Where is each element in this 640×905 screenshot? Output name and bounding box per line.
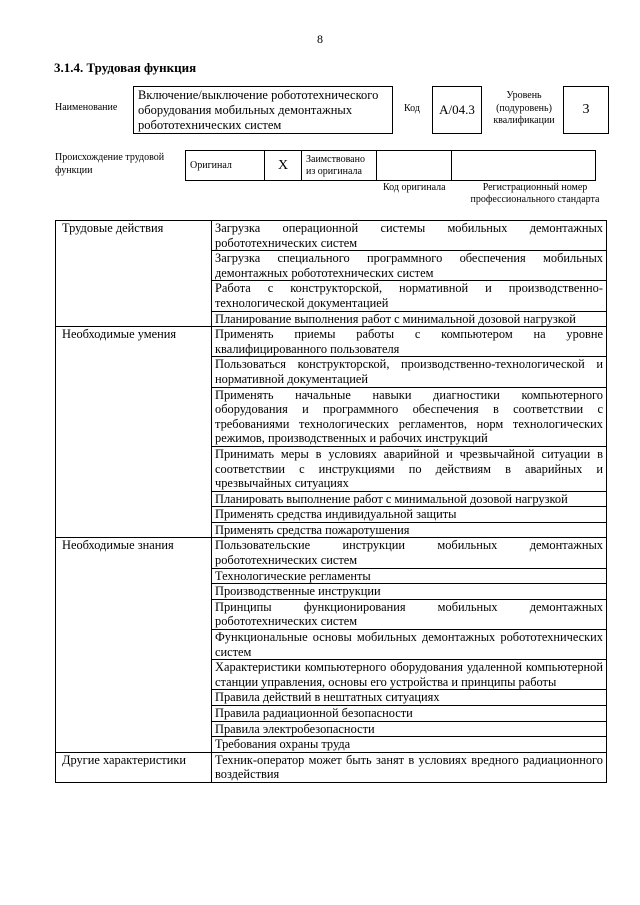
- item-cell: Технологические регламенты: [212, 568, 607, 584]
- table-row: [56, 221, 607, 251]
- item-cell: Применять средства индивидуальной защиты: [212, 507, 607, 523]
- origin-label: Происхождение трудовой функции: [55, 152, 165, 176]
- function-name-box: [133, 86, 393, 134]
- item-cell: Правила действий в нештатных ситуациях: [212, 690, 607, 706]
- code-label: Код: [404, 103, 420, 114]
- item-cell: Загрузка операционной системы мобильных демонтажных робототехнических систем: [212, 221, 607, 251]
- function-table: [55, 220, 607, 783]
- code-value: A/04.3: [439, 102, 475, 117]
- level-value: 3: [582, 102, 590, 117]
- table-row: [56, 327, 607, 357]
- item-cell: Планирование выполнения работ с минимальной дозовой нагрузкой: [212, 311, 607, 327]
- category-cell: Необходимые умения: [56, 327, 212, 538]
- function-name: Включение/выключение робототехнического оборудования мобильных демонтажных робототехнических систем: [138, 88, 379, 132]
- origin-table: [185, 150, 596, 181]
- category-cell: Необходимые знания: [56, 538, 212, 752]
- registration-number-cell: [452, 151, 596, 181]
- original-code-cell: [377, 151, 452, 181]
- item-cell: Правила электробезопасности: [212, 721, 607, 737]
- item-cell: Применять начальные навыки диагностики компьютерного оборудования и программного обеспечения в соответствии с требованиями технологических регламентов, норм технологических режимов, производственных и рабочих инструкций: [212, 387, 607, 446]
- item-cell: Работа с конструкторской, нормативной и производственно-технологической документацией: [212, 281, 607, 311]
- table-row: [56, 752, 607, 782]
- original-code-caption: Код оригинала: [383, 182, 446, 193]
- item-cell: Правила радиационной безопасности: [212, 706, 607, 722]
- item-cell: Принципы функционирования мобильных демонтажных робототехнических систем: [212, 599, 607, 629]
- item-cell: Применять приемы работы с компьютером на уровне квалифицированного пользователя: [212, 327, 607, 357]
- registration-number-caption: Регистрационный номер профессионального стандарта: [470, 182, 600, 205]
- item-cell: Применять средства пожаротушения: [212, 522, 607, 538]
- item-cell: Принимать меры в условиях аварийной и чрезвычайной ситуации в соответствии с инструкциями по действиям в аварийных и чрезвычайных ситуациях: [212, 446, 607, 491]
- table-row: [56, 538, 607, 568]
- item-cell: Техник-оператор может быть занят в условиях вредного радиационного воздействия: [212, 752, 607, 782]
- name-label: Наименование: [55, 102, 118, 113]
- category-cell: Трудовые действия: [56, 221, 212, 327]
- section-title: 3.1.4. Трудовая функция: [54, 60, 197, 75]
- item-cell: Планировать выполнение работ с минимальной дозовой нагрузкой: [212, 491, 607, 507]
- page-number: 8: [317, 32, 323, 46]
- category-cell: Другие характеристики: [56, 752, 212, 782]
- item-cell: Характеристики компьютерного оборудования удаленной компьютерной станции управления, основы его устройства и принципы работы: [212, 660, 607, 690]
- level-label: Уровень (подуровень) квалификации: [493, 90, 555, 126]
- item-cell: Загрузка специального программного обеспечения мобильных демонтажных робототехнических систем: [212, 251, 607, 281]
- item-cell: Пользовательские инструкции мобильных демонтажных робототехнических систем: [212, 538, 607, 568]
- borrowed-label: Заимствовано из оригинала: [302, 151, 377, 181]
- original-mark: X: [265, 151, 302, 181]
- item-cell: Функциональные основы мобильных демонтажных робототехнических систем: [212, 630, 607, 660]
- item-cell: Производственные инструкции: [212, 584, 607, 600]
- item-cell: Пользоваться конструкторской, производственно-технологической и нормативной документацией: [212, 357, 607, 387]
- item-cell: Требования охраны труда: [212, 737, 607, 753]
- level-box: [563, 86, 609, 134]
- code-box: [432, 86, 482, 134]
- original-label: Оригинал: [186, 151, 265, 181]
